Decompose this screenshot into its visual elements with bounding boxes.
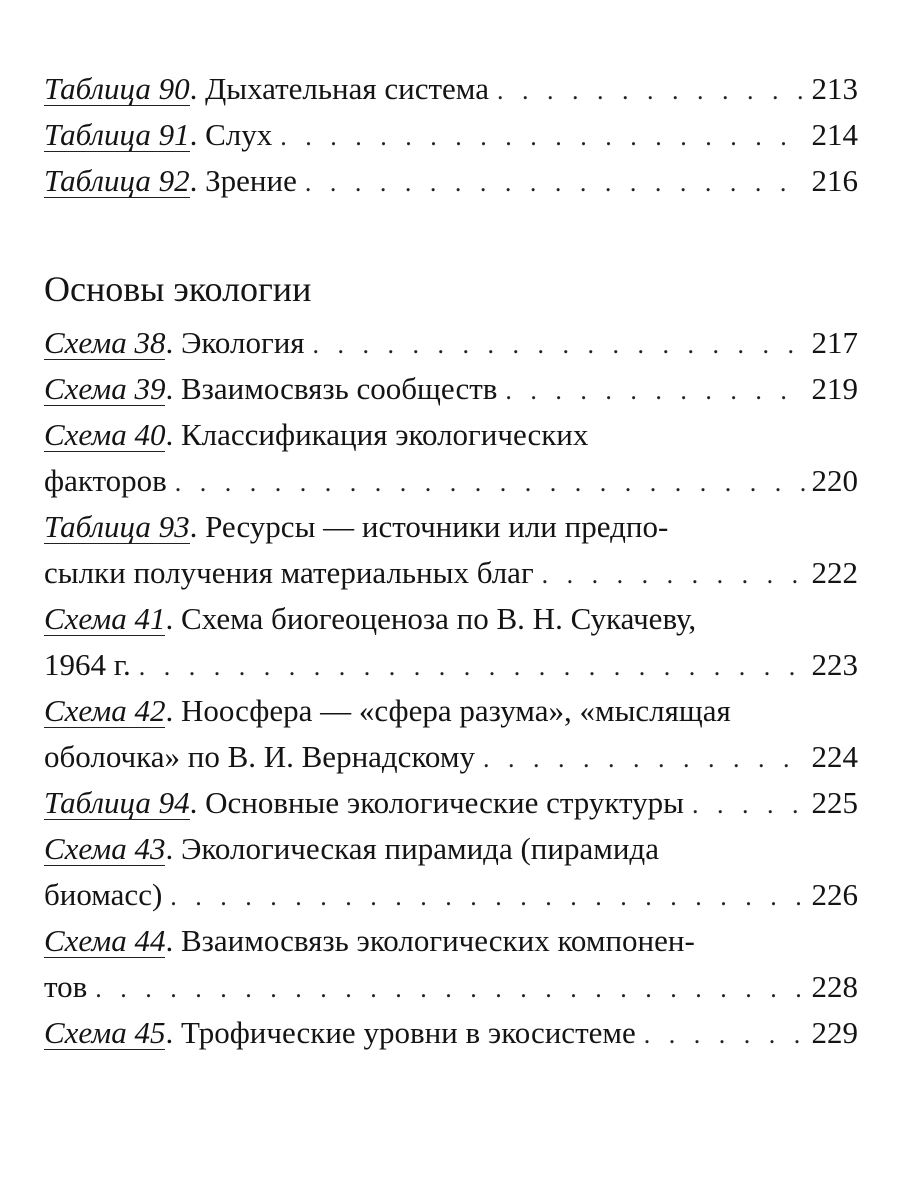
toc-entry-scheme-44-line2 — [44, 964, 858, 1010]
entry-title-continuation: оболочка» по В. И. Вернадскому — [44, 739, 475, 774]
entry-title: . Слух — [189, 117, 273, 152]
toc-entry-table-93-line2 — [44, 550, 858, 596]
entry-label: Таблица 94 — [44, 785, 190, 820]
toc-entry-scheme-38 — [44, 320, 858, 366]
toc-entry-scheme-42-line1 — [44, 688, 858, 734]
entry-title: . Экологическая пирамида (пирамида — [165, 831, 659, 866]
entry-title: . Экология — [165, 325, 305, 360]
toc-entry-scheme-43-line1 — [44, 826, 858, 872]
entry-page-number: 222 — [811, 555, 858, 590]
entry-page-number: 219 — [811, 371, 858, 406]
toc-entry-scheme-39 — [44, 366, 858, 412]
entry-label: Схема 39 — [44, 371, 166, 406]
entry-page-number: 220 — [811, 463, 858, 498]
toc-entry-scheme-41-line2 — [44, 642, 858, 688]
entry-title: . Классификация экологических — [165, 417, 589, 452]
dot-leader — [170, 874, 805, 920]
entry-page-number: 229 — [811, 1015, 858, 1050]
dot-leader — [280, 114, 805, 160]
entry-label: Таблица 91 — [44, 117, 190, 152]
entry-page-number: 226 — [811, 877, 858, 912]
dot-leader — [139, 644, 806, 690]
dot-leader — [542, 552, 806, 598]
entry-label: Схема 42 — [44, 693, 166, 728]
dot-leader — [175, 460, 806, 506]
entry-title: . Основные экологические структуры — [189, 785, 684, 820]
entry-title-continuation: факторов — [44, 463, 167, 498]
dot-leader — [313, 322, 806, 368]
table-of-contents — [44, 66, 858, 1056]
toc-entry-scheme-41-line1 — [44, 596, 858, 642]
dot-leader — [305, 160, 806, 206]
toc-entry-table-93-line1 — [44, 504, 858, 550]
toc-entry-scheme-40-line1 — [44, 412, 858, 458]
dot-leader — [95, 966, 805, 1012]
entry-title-continuation: 1964 г. — [44, 647, 131, 682]
toc-entry-table-92 — [44, 158, 858, 204]
toc-entry-table-94 — [44, 780, 858, 826]
entry-title: . Взаимосвязь экологических компонен- — [165, 923, 695, 958]
toc-entry-scheme-40-line2 — [44, 458, 858, 504]
entry-title: . Взаимосвязь сообществ — [165, 371, 498, 406]
entry-title: . Ноосфера — «сфера разума», «мыслящая — [165, 693, 731, 728]
entry-label: Схема 44 — [44, 923, 166, 958]
entry-label: Схема 43 — [44, 831, 166, 866]
entry-title: . Схема биогеоценоза по В. Н. Сукачеву, — [165, 601, 697, 636]
toc-entry-scheme-45 — [44, 1010, 858, 1056]
toc-entry-scheme-44-line1 — [44, 918, 858, 964]
entry-page-number: 217 — [811, 325, 858, 360]
entry-title: . Зрение — [189, 163, 297, 198]
entry-label: Схема 41 — [44, 601, 166, 636]
section-spacer — [44, 204, 858, 250]
toc-entry-scheme-43-line2 — [44, 872, 858, 918]
toc-entry-table-91 — [44, 112, 858, 158]
toc-entry-table-90 — [44, 66, 858, 112]
entry-page-number: 213 — [811, 71, 858, 106]
entry-title-continuation: биомасс) — [44, 877, 163, 912]
dot-leader — [692, 782, 806, 828]
entry-title-continuation: сылки получения материальных благ — [44, 555, 534, 590]
entry-label: Схема 40 — [44, 417, 166, 452]
entry-label: Таблица 92 — [44, 163, 190, 198]
dot-leader — [497, 68, 806, 114]
entry-page-number: 223 — [811, 647, 858, 682]
entry-title: . Трофические уровни в экосистеме — [165, 1015, 636, 1050]
entry-page-number: 225 — [811, 785, 858, 820]
entry-title-continuation: тов — [44, 969, 88, 1004]
entry-label: Таблица 93 — [44, 509, 190, 544]
entry-page-number: 228 — [811, 969, 858, 1004]
entry-page-number: 214 — [811, 117, 858, 152]
entry-title: . Дыхательная система — [189, 71, 489, 106]
entry-page-number: 216 — [811, 163, 858, 198]
entry-label: Схема 38 — [44, 325, 166, 360]
entry-label: Схема 45 — [44, 1015, 166, 1050]
dot-leader — [483, 736, 806, 782]
toc-entry-scheme-42-line2 — [44, 734, 858, 780]
entry-title: . Ресурсы — источники или предпо- — [189, 509, 669, 544]
entry-label: Таблица 90 — [44, 71, 190, 106]
section-heading: Основы экологии — [44, 269, 312, 309]
entry-page-number: 224 — [811, 739, 858, 774]
dot-leader — [505, 368, 805, 414]
dot-leader — [644, 1012, 806, 1058]
